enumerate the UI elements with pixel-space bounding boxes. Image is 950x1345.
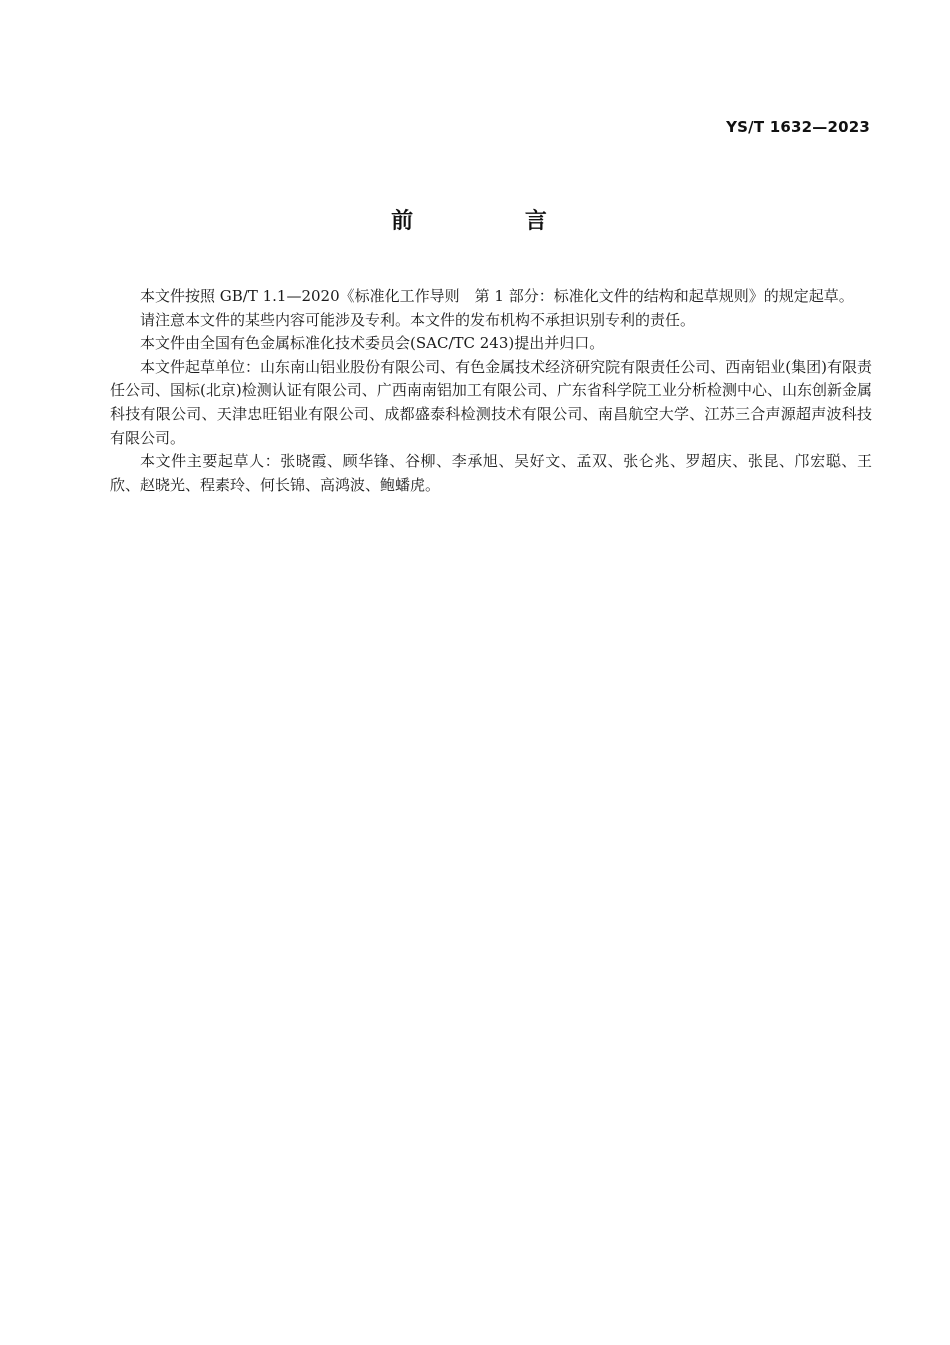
- paragraph-patent-notice: 请注意本文件的某些内容可能涉及专利。本文件的发布机构不承担识别专利的责任。: [140, 310, 696, 329]
- paragraph-drafting-rules: 本文件按照 GB/T 1.1—2020《标准化工作导则 第 1 部分：标准化文件的结构和起草规则》的规定起草。: [140, 287, 854, 305]
- foreword-body: [110, 285, 872, 497]
- paragraph-main-drafters: 本文件主要起草人：张晓霞、顾华锋、谷柳、李承旭、吴好文、孟双、张仑兆、罗超庆、张昆、邝宏聪、王欣、赵晓光、程素玲、何长锦、高鸿波、鲍蟠虎。: [110, 452, 872, 494]
- paragraph-drafting-units: 本文件起草单位：山东南山铝业股份有限公司、有色金属技术经济研究院有限责任公司、西南铝业(集团)有限责任公司、国标(北京)检测认证有限公司、广西南南铝加工有限公司、广东省科学院工业分析检测中心、山东创新金属科技有限公司、天津忠旺铝业有限公司、成都盛泰科检测技术有限公司、南昌航空大学、江苏三合声源超声波科技有限公司。: [110, 357, 872, 447]
- standard-number: YS/T 1632—2023: [726, 118, 870, 136]
- paragraph-proposer: 本文件由全国有色金属标准化技术委员会(SAC/TC 243)提出并归口。: [140, 334, 605, 353]
- page-title: 前 言: [391, 209, 599, 234]
